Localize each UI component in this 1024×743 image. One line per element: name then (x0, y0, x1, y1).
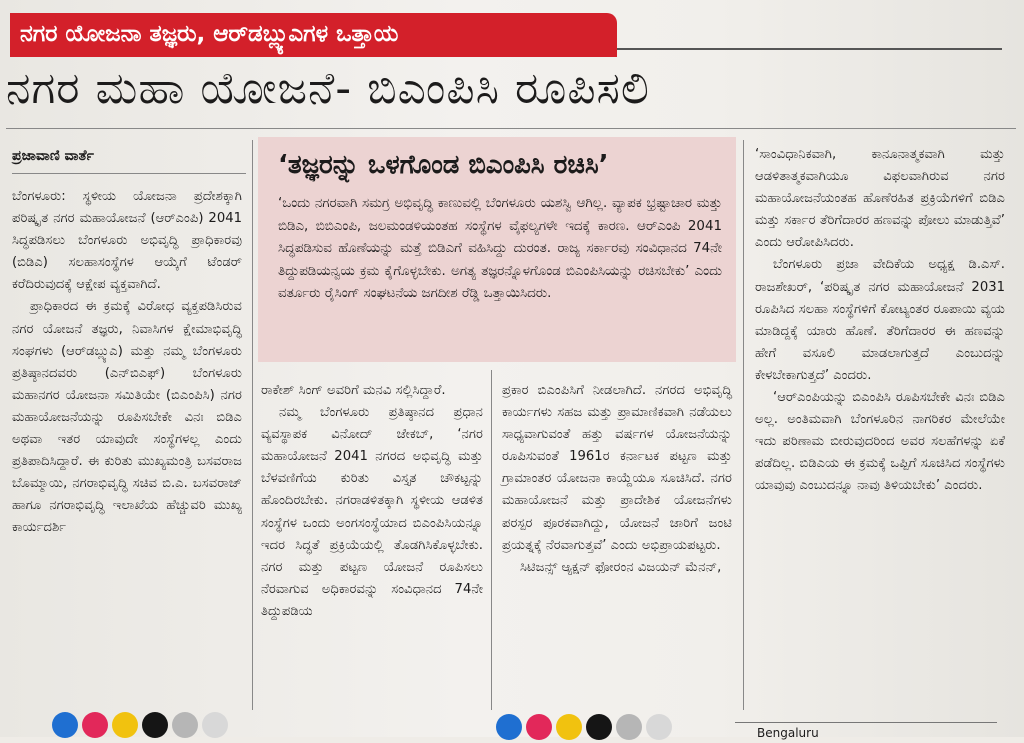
article-paragraph: ‘ಸಾಂವಿಧಾನಿಕವಾಗಿ, ಕಾನೂನಾತ್ಮಕವಾಗಿ ಮತ್ತು ಆಡಳಿತಾತ್ಮಕವಾಗಿಯೂ ವಿಫಲವಾಗಿರುವ ನಗರ ಮಹಾಯೋಜನೆಯಂತಹ ಹೊಣೆರಹಿತ ಪ್ರಕ್ರಿಯೆಗಳಿಗೆ ಬಿಡಿಎ ಮತ್ತು ಸರ್ಕಾರ ತೆರಿಗೆದಾರರ ಹಣವನ್ನು ಪೋಲು ಮಾಡುತ್ತಿವೆ’ ಎಂದು ಆರೋಪಿಸಿದರು. (755, 147, 1005, 251)
column-divider (491, 370, 492, 710)
article-column-3 (502, 380, 732, 579)
article-paragraph: ಪ್ರಕಾರ ಬಿಎಂಪಿಸಿಗೆ ನೀಡಲಾಗಿದೆ. ನಗರದ ಅಭಿವೃದ್ಧಿ ಕಾರ್ಯಗಳು ಸಹಜ ಮತ್ತು ಪ್ರಾಮಾಣಿಕವಾಗಿ ನಡೆಯಲು ಸಾಧ್ಯವಾಗುವಂತೆ ಹತ್ತು ವರ್ಷಗಳ ಯೋಜನೆಯನ್ನು ರೂಪಿಸುವಂತೆ 1961ರ ಕರ್ನಾಟಕ ಪಟ್ಟಣ ಮತ್ತು ಗ್ರಾಮಾಂತರ ಯೋಜನಾ ಕಾಯ್ದೆಯೂ ಸೂಚಿಸಿದೆ. ನಗರ ಮಹಾಯೋಜನೆ ಮತ್ತು ಪ್ರಾದೇಶಿಕ ಯೋಜನೆಗಳು ಪರಸ್ಪರ ಪೂರಕವಾಗಿದ್ದು, ಯೋಜನೆ ಜಾರಿಗೆ ಜಂಟಿ ಪ್ರಯತ್ನಕ್ಕೆ ನೆರವಾಗುತ್ತವೆ’ ಎಂದು ಅಭಿಪ್ರಾಯಪಟ್ಟರು. (502, 383, 732, 553)
article-paragraph: ರಾಕೇಶ್ ಸಿಂಗ್ ಅವರಿಗೆ ಮನವಿ ಸಲ್ಲಿಸಿದ್ದಾರೆ. (261, 383, 446, 398)
column-divider (743, 140, 744, 710)
registration-dot (526, 714, 552, 740)
column-divider (252, 140, 253, 710)
top-rule (617, 48, 1002, 50)
registration-dot (172, 712, 198, 738)
article-paragraph: ಬೆಂಗಳೂರು ಪ್ರಜಾ ವೇದಿಕೆಯ ಅಧ್ಯಕ್ಷ ಡಿ.ಎಸ್. ರಾಜಶೇಖರ್, ‘ಪರಿಷ್ಕೃತ ನಗರ ಮಹಾಯೋಜನೆ 2031 ರೂಪಿಸಿದ ಸಲಹಾ ಸಂಸ್ಥೆಗಳಿಗೆ ಕೋಟ್ಯಂತರ ರೂಪಾಯಿ ವ್ಯಯ ಮಾಡಿದ್ದಕ್ಕೆ ಯಾರು ಹೊಣೆ. ತೆರಿಗೆದಾರರ ಈ ಹಣವನ್ನು ಹೇಗೆ ವಸೂಲಿ ಮಾಡಲಾಗುತ್ತದೆ ಎಂಬುದನ್ನು ಕೇಳಬೇಕಾಗುತ್ತದೆ’ ಎಂದರು. (755, 257, 1005, 383)
pullquote-title: ‘ತಜ್ಞರನ್ನು ಒಳಗೊಂಡ ಬಿಎಂಪಿಸಿ ರಚಿಸಿ’ (278, 150, 609, 180)
article-paragraph: ‘ಆರ್‌ಎಂಪಿಯನ್ನು ಬಿಎಂಪಿಸಿ ರೂಪಿಸಬೇಕೇ ವಿನಃ ಬಿಡಿಎ ಅಲ್ಲ. ಅಂತಿಮವಾಗಿ ಬೆಂಗಳೂರಿನ ನಾಗರಿಕರ ಮೇಲೆಯೇ ಇದು ಪರಿಣಾಮ ಬೀರುವುದರಿಂದ ಅವರ ಸಲಹೆಗಳನ್ನು ಏಕೆ ಪಡೆದಿಲ್ಲ. ಬಿಡಿಎಯ ಈ ಕ್ರಮಕ್ಕೆ ಒಪ್ಪಿಗೆ ಸೂಚಿಸಿದ ಸಂಸ್ಥೆಗಳು ಯಾವುವು ಎಂಬುದನ್ನೂ ನಾವು ತಿಳಿಯಬೇಕು’ ಎಂದರು. (755, 390, 1005, 494)
article-column-2 (261, 380, 483, 623)
registration-dot (82, 712, 108, 738)
article-column-1 (12, 186, 242, 540)
article-column-4 (755, 144, 1005, 498)
registration-marks-left (52, 712, 228, 740)
article-paragraph: ನಮ್ಮ ಬೆಂಗಳೂರು ಪ್ರತಿಷ್ಠಾನದ ಪ್ರಧಾನ ವ್ಯವಸ್ಥಾಪಕ ವಿನೋದ್ ಜೇಕಬ್, ‘ನಗರ ಮಹಾಯೋಜನೆ 2041 ನಗರದ ಅಭಿವೃದ್ಧಿ ಮತ್ತು ಬೆಳವಣಿಗೆಯ ಕುರಿತು ವಿಸ್ತೃತ ಚೌಕಟ್ಟನ್ನು ಹೊಂದಿರಬೇಕು. ನಗರಾಡಳಿತಕ್ಕಾಗಿ ಸ್ಥಳೀಯ ಆಡಳಿತ ಸಂಸ್ಥೆಗಳ ಒಂದು ಅಂಗಸಂಸ್ಥೆಯಾದ ಬಿಎಂಪಿಸಿಯನ್ನೂ ಇದರ ಸಿದ್ಧತೆ ಪ್ರಕ್ರಿಯೆಯಲ್ಲಿ ತೊಡಗಿಸಿಕೊಳ್ಳಬೇಕು. ನಗರ ಮತ್ತು ಪಟ್ಟಣ ಯೋಜನೆ ರೂಪಿಸಲು ನೆರವಾಗುವ ಅಧಿಕಾರವನ್ನು ಸಂವಿಧಾನದ 74ನೇ ತಿದ್ದುಪಡಿಯ (261, 405, 483, 619)
registration-marks-right (496, 714, 672, 742)
headline-rule (6, 128, 1016, 129)
registration-dot (586, 714, 612, 740)
registration-dot (496, 714, 522, 740)
byline-rule (12, 173, 246, 174)
registration-dot (202, 712, 228, 738)
registration-dot (556, 714, 582, 740)
byline: ಪ್ರಜಾವಾಣಿ ವಾರ್ತೆ (12, 148, 94, 164)
registration-dot (142, 712, 168, 738)
kicker-banner (10, 13, 617, 57)
article-paragraph: ಬೆಂಗಳೂರು: ಸ್ಥಳೀಯ ಯೋಜನಾ ಪ್ರದೇಶಕ್ಕಾಗಿ ಪರಿಷ್ಕೃತ ನಗರ ಮಹಾಯೋಜನೆ (ಆರ್‌ಎಂಪಿ) 2041 ಸಿದ್ಧಪಡಿಸಲು ಬೆಂಗಳೂರು ಅಭಿವೃದ್ಧಿ ಪ್ರಾಧಿಕಾರವು (ಬಿಡಿಎ) ಸಲಹಾಸಂಸ್ಥೆಗಳ ಆಯ್ಕೆಗೆ ಟೆಂಡರ್ ಕರೆದಿರುವುದಕ್ಕೆ ಆಕ್ಷೇಪ ವ್ಯಕ್ತವಾಗಿದೆ. (12, 189, 242, 293)
registration-dot (52, 712, 78, 738)
registration-dot (112, 712, 138, 738)
pullquote-text: ‘ಒಂದು ನಗರವಾಗಿ ಸಮಗ್ರ ಅಭಿವೃದ್ಧಿ ಕಾಣುವಲ್ಲಿ ಬೆಂಗಳೂರು ಯಶಸ್ವಿ ಆಗಿಲ್ಲ. ವ್ಯಾಪಕ ಭ್ರಷ್ಟಾಚಾರ ಮತ್ತು ಬಿಡಿಎ, ಬಿಬಿಎಂಪಿ, ಜಲಮಂಡಳಿಯಂತಹ ಸಂಸ್ಥೆಗಳ ವೈಫಲ್ಯಗಳೇ ಇದಕ್ಕೆ ಕಾರಣ. ಆರ್‌ಎಂಪಿ 2041 ಸಿದ್ಧಪಡಿಸುವ ಹೊಣೆಯನ್ನು ಮತ್ತೆ ಬಿಡಿಎಗೆ ವಹಿಸಿದ್ದು ದುರಂತ. ರಾಜ್ಯ ಸರ್ಕಾರವು ಸಂವಿಧಾನದ 74ನೇ ತಿದ್ದುಪಡಿಯನ್ವಯ ಕ್ರಮ ಕೈಗೊಳ್ಳಬೇಕು. ಅಗತ್ಯ ತಜ್ಞರನ್ನೊಳಗೊಂಡ ಬಿಎಂಪಿಸಿಯನ್ನು ರಚಿಸಬೇಕು’ ಎಂದು ವರ್ತೂರು ರೈಸಿಂಗ್ ಸಂಘಟನೆಯ ಜಗದೀಶ ರೆಡ್ಡಿ ಒತ್ತಾಯಿಸಿದರು. (278, 196, 722, 301)
section-tag: Bengaluru (735, 722, 997, 743)
registration-dot (646, 714, 672, 740)
article-paragraph: ಸಿಟಿಜನ್ಸ್ ಆ್ಯಕ್ಷನ್ ಫೋರಂನ ವಿಜಯನ್ ಮೆನನ್, (520, 559, 722, 575)
kicker-text: ನಗರ ಯೋಜನಾ ತಜ್ಞರು, ಆರ್‌ಡಬ್ಲ್ಯುಎಗಳ ಒತ್ತಾಯ (20, 21, 399, 47)
registration-dot (616, 714, 642, 740)
headline: ನಗರ ಮಹಾ ಯೋಜನೆ- ಬಿಎಂಪಿಸಿ ರೂಪಿಸಲಿ (6, 63, 650, 114)
article-paragraph: ಪ್ರಾಧಿಕಾರದ ಈ ಕ್ರಮಕ್ಕೆ ವಿರೋಧ ವ್ಯಕ್ತಪಡಿಸಿರುವ ನಗರ ಯೋಜನೆ ತಜ್ಞರು, ನಿವಾಸಿಗಳ ಕ್ಷೇಮಾಭಿವೃದ್ಧಿ ಸಂಘಗಳು (ಆರ್‌ಡಬ್ಲ್ಯುಎ) ಮತ್ತು ನಮ್ಮ ಬೆಂಗಳೂರು ಪ್ರತಿಷ್ಠಾನದವರು (ಎನ್‌ಬಿಎಫ್) ಬೆಂಗಳೂರು ಮಹಾನಗರ ಯೋಜನಾ ಸಮಿತಿಯೇ (ಬಿಎಂಪಿಸಿ) ನಗರ ಮಹಾಯೋಜನೆಯನ್ನು ರೂಪಿಸಬೇಕೇ ವಿನಃ ಬಿಡಿಎ ಅಥವಾ ಇತರ ಯಾವುದೇ ಸಂಸ್ಥೆಗಳಲ್ಲ ಎಂದು ಪ್ರತಿಪಾದಿಸಿದ್ದಾರೆ. ಈ ಕುರಿತು ಮುಖ್ಯಮಂತ್ರಿ ಬಸವರಾಜ ಬೊಮ್ಮಾಯಿ, ನಗರಾಭಿವೃದ್ಧಿ ಸಚಿವ ಬಿ.ಎ. ಬಸವರಾಜ್ ಹಾಗೂ ನಗರಾಭಿವೃದ್ಧಿ ಇಲಾಖೆಯ ಹೆಚ್ಚುವರಿ ಮುಖ್ಯ ಕಾರ್ಯದರ್ಶಿ (12, 299, 242, 536)
